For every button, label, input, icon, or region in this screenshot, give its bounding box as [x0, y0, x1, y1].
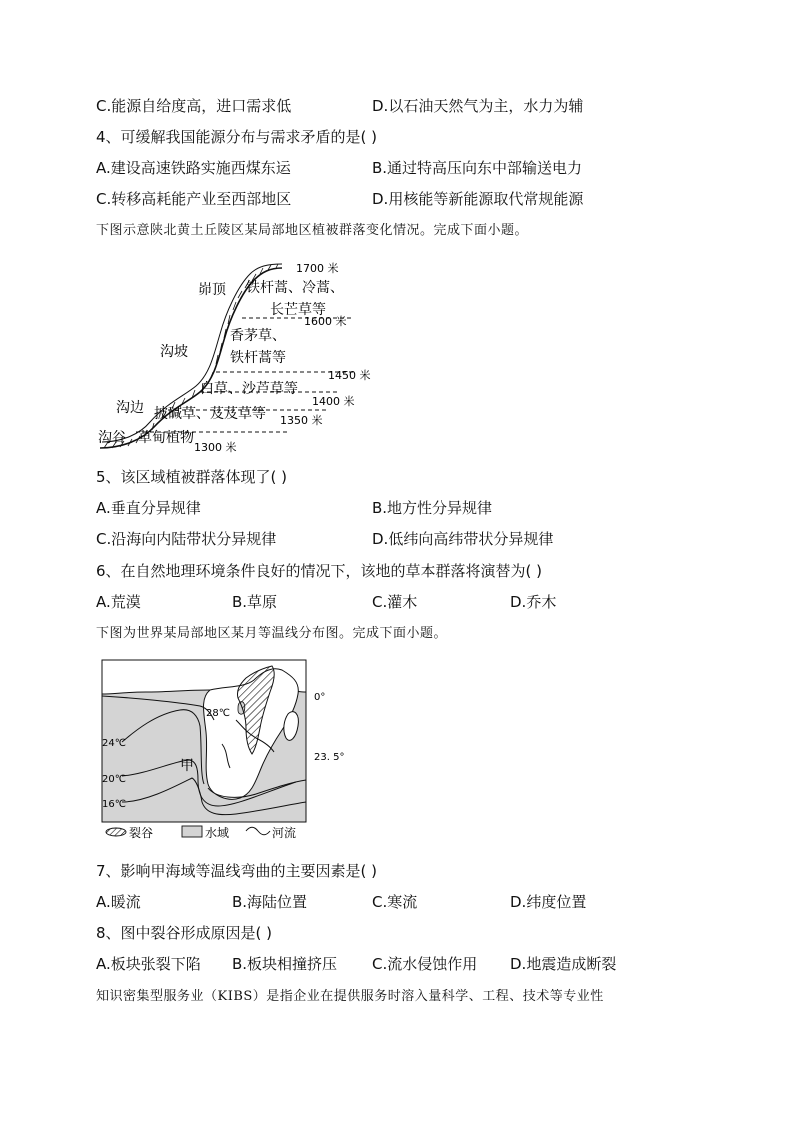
- position-label: 峁顶: [198, 282, 226, 298]
- community-label: 长芒草等: [270, 302, 326, 318]
- latitude-label: 0°: [314, 692, 326, 703]
- elevation-label: 1350 米: [280, 414, 323, 427]
- q7-stem: 7、影响甲海域等温线弯曲的主要因素是( ): [96, 862, 378, 880]
- community-label: 草甸植物: [138, 430, 194, 446]
- vegetation-profile-figure: [92, 252, 372, 458]
- region-label-jia: 甲: [180, 758, 194, 774]
- q8-option-b: B.板块相撞挤压: [232, 955, 338, 973]
- q4-option-c: C.转移高耗能产业至西部地区: [96, 190, 292, 208]
- q4-option-b: B.通过特高压向东中部输送电力: [372, 159, 583, 177]
- elevation-label: 1300 米: [194, 441, 237, 454]
- q5-option-b: B.地方性分异规律: [372, 499, 493, 517]
- elevation-label: 1400 米: [312, 395, 355, 408]
- q6-option-b: B.草原: [232, 593, 278, 611]
- map-legend: [106, 825, 296, 840]
- community-label: 白草、沙芦草等: [200, 381, 298, 397]
- community-label: 披碱草、芨芨草等: [154, 406, 266, 422]
- isotherm-label: 24℃: [102, 738, 126, 749]
- q7-option-d: D.纬度位置: [510, 893, 587, 911]
- legend-rift-icon: [106, 828, 126, 836]
- legend-water-icon: [182, 826, 202, 837]
- legend-river-icon: [246, 827, 270, 835]
- q5-option-d: D.低纬向高纬带状分异规律: [372, 530, 554, 548]
- q5-option-a: A.垂直分异规律: [96, 499, 201, 517]
- q6-option-a: A.荒漠: [96, 593, 141, 611]
- isotherm-label: 28℃: [206, 708, 230, 719]
- legend-label: 水域: [205, 826, 230, 840]
- q8-option-c: C.流水侵蚀作用: [372, 955, 478, 973]
- q8-stem: 8、图中裂谷形成原因是( ): [96, 924, 273, 942]
- elevation-label: 1600 米: [304, 315, 347, 328]
- community-label: 铁杆蒿等: [230, 350, 286, 366]
- q3-option-d: D.以石油天然气为主，水力为辅: [372, 97, 584, 115]
- position-label: 沟边: [116, 400, 144, 416]
- q6-stem: 6、在自然地理环境条件良好的情况下，该地的草本群落将演替为( ): [96, 562, 543, 580]
- latitude-label: 23. 5°: [314, 752, 345, 763]
- q7-option-a: A.暖流: [96, 893, 141, 911]
- q8-option-a: A.板块张裂下陷: [96, 955, 201, 973]
- isotherm-map-figure: [96, 656, 356, 846]
- position-label: 沟谷: [98, 430, 126, 446]
- q5-stem: 5、该区域植被群落体现了( ): [96, 468, 288, 486]
- intro-kibs: 知识密集型服务业（KIBS）是指企业在提供服务时溶入量科学、工程、技术等专业性: [96, 989, 604, 1004]
- q4-option-a: A.建设高速铁路实施西煤东运: [96, 159, 291, 177]
- isotherm-label: 20℃: [102, 774, 126, 785]
- q5-option-c: C.沿海向内陆带状分异规律: [96, 530, 277, 548]
- q7-option-b: B.海陆位置: [232, 893, 308, 911]
- legend-label: 河流: [272, 826, 297, 840]
- isotherm-label: 16℃: [102, 799, 126, 810]
- q4-stem: 4、可缓解我国能源分布与需求矛盾的是( ): [96, 128, 378, 146]
- q7-option-c: C.寒流: [372, 893, 418, 911]
- elevation-label: 1450 米: [328, 369, 371, 382]
- intro-isotherm: 下图为世界某局部地区某月等温线分布图。完成下面小题。: [96, 626, 448, 641]
- q4-option-d: D.用核能等新能源取代常规能源: [372, 190, 584, 208]
- q6-option-c: C.灌木: [372, 593, 418, 611]
- q8-option-d: D.地震造成断裂: [510, 955, 617, 973]
- legend-label: 裂谷: [129, 826, 154, 840]
- community-label: 香茅草、: [230, 328, 286, 344]
- elevation-label: 1700 米: [296, 262, 339, 275]
- q3-option-c: C.能源自给度高，进口需求低: [96, 97, 292, 115]
- q6-option-d: D.乔木: [510, 593, 557, 611]
- position-label: 沟坡: [160, 344, 188, 360]
- intro-vegetation: 下图示意陕北黄土丘陵区某局部地区植被群落变化情况。完成下面小题。: [96, 223, 529, 238]
- community-label: 铁杆蒿、冷蒿、: [246, 280, 344, 296]
